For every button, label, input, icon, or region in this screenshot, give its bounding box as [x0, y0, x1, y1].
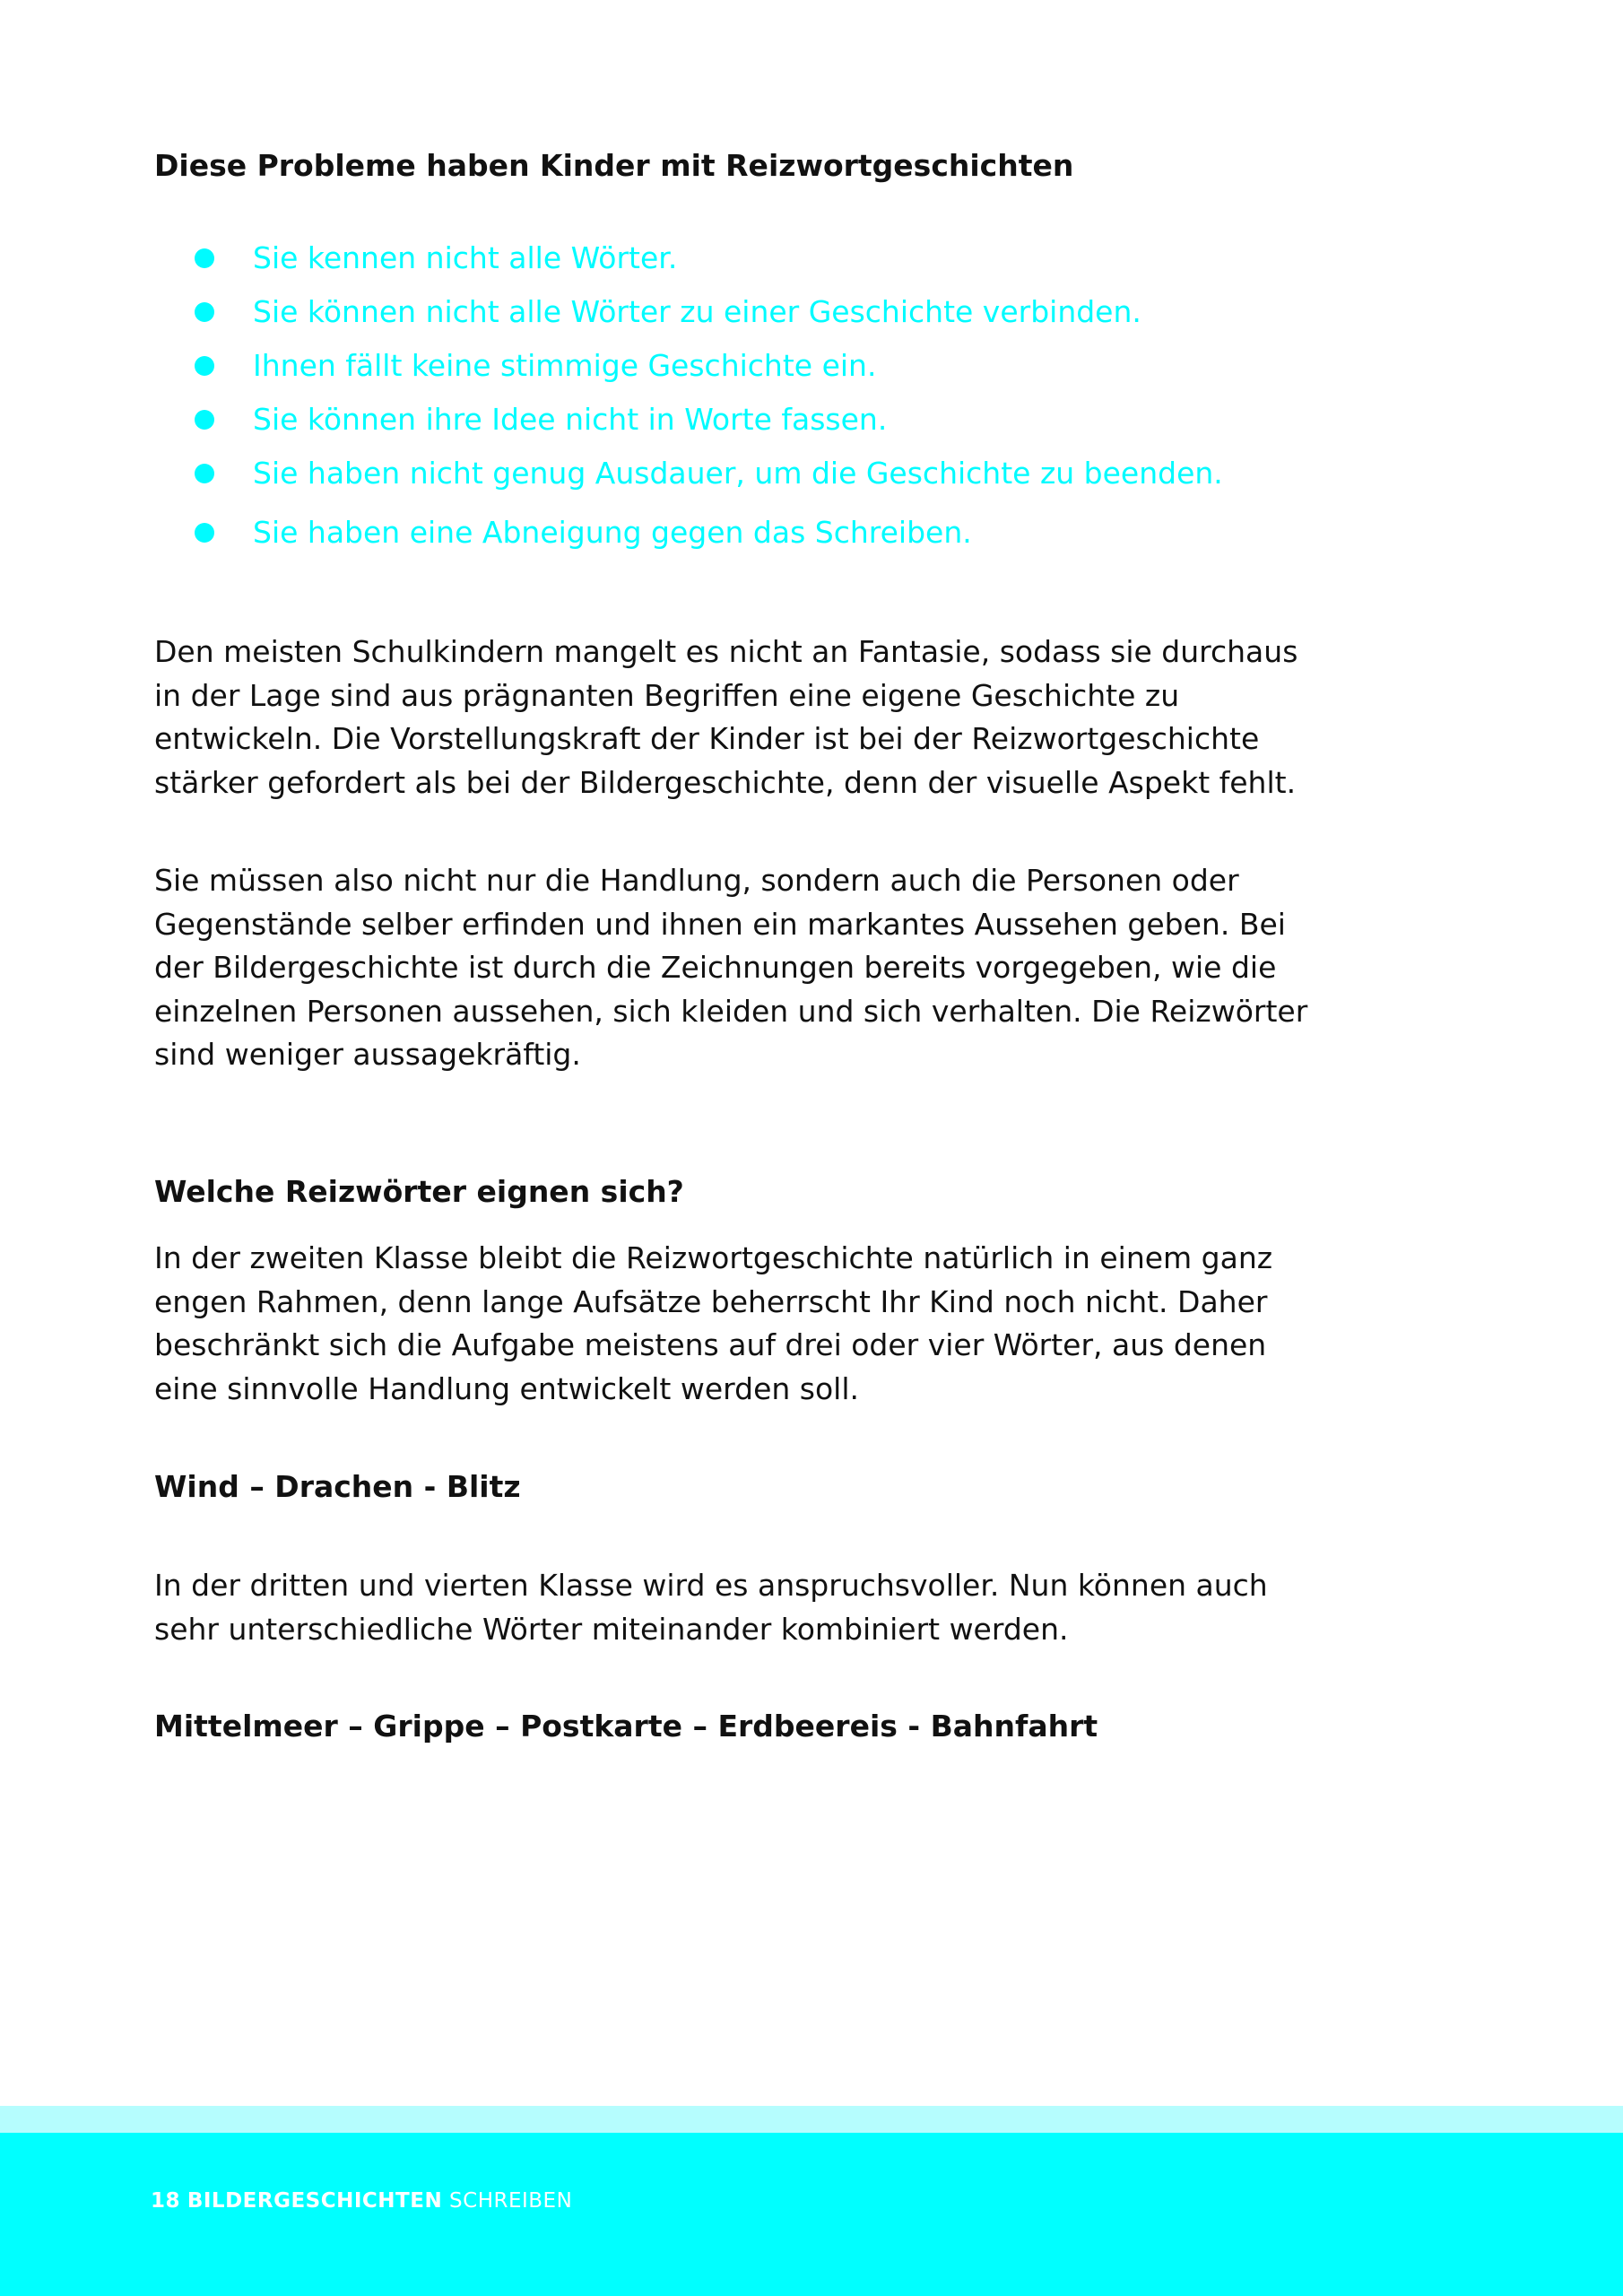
paragraph-invention: Sie müssen also nicht nur die Handlung, sondern auch die Personen oder Gegenstände selber erfinden und ihnen ein markantes Aussehen geben. Bei der Bildergeschichte ist durch die Zeichnungen bereits vorgegeben, wie die einzelnen Personen aussehen, sich kleiden und sich verhalten. Die Reizwörter sind weniger aussagekräftig.: [154, 863, 1308, 1072]
page-footer: [0, 2133, 1623, 2296]
list-item: [154, 291, 1320, 344]
list-item: [154, 398, 1320, 452]
example-words-third-fourth-grade: Mittelmeer – Grippe – Postkarte – Erdbeereis - Bahnfahrt: [154, 1709, 1098, 1744]
list-item-text: Sie haben eine Abneigung gegen das Schreiben.: [253, 515, 972, 550]
footer-accent-strip: [0, 2106, 1623, 2133]
list-item: [154, 452, 1320, 506]
bullet-dot-icon: [195, 410, 214, 430]
list-item-text: Sie haben nicht genug Ausdauer, um die Geschichte zu beenden.: [253, 456, 1223, 491]
list-item: [154, 344, 1320, 398]
paragraph-fantasy: Den meisten Schulkindern mangelt es nicht an Fantasie, sodass sie durchaus in der Lage sind aus prägnanten Begriffen eine eigene Geschichte zu entwickeln. Die Vorstellungskraft der Kinder ist bei der Reizwortgeschichte stärker gefordert als bei der Bildergeschichte, denn der visuelle Aspekt fehlt.: [154, 634, 1298, 800]
bullet-dot-icon: [195, 464, 214, 483]
list-item: [154, 237, 1320, 291]
list-item-text: Sie können ihre Idee nicht in Worte fassen.: [253, 402, 888, 437]
bullet-dot-icon: [195, 302, 214, 322]
footer-title-light: SCHREIBEN: [449, 2189, 573, 2213]
paragraph-third-fourth-grade: In der dritten und vierten Klasse wird es anspruchsvoller. Nun können auch sehr unterschiedliche Wörter miteinander kombiniert werden.: [154, 1568, 1268, 1647]
example-words-second-grade: Wind – Drachen - Blitz: [154, 1469, 521, 1504]
problems-list: [154, 237, 1320, 565]
footer-label: [151, 2189, 572, 2213]
footer-title-bold: BILDERGESCHICHTEN: [187, 2189, 443, 2213]
section-heading-which-words: Welche Reizwörter eignen sich?: [154, 1174, 684, 1209]
list-item-text: Ihnen fällt keine stimmige Geschichte ein.: [253, 348, 877, 383]
list-item-text: Sie kennen nicht alle Wörter.: [253, 240, 678, 275]
bullet-dot-icon: [195, 523, 214, 543]
page-number: 18: [151, 2189, 181, 2213]
bullet-dot-icon: [195, 356, 214, 376]
section-heading-problems: Diese Probleme haben Kinder mit Reizwortgeschichten: [154, 148, 1074, 183]
list-item-text: Sie können nicht alle Wörter zu einer Geschichte verbinden.: [253, 294, 1141, 329]
bullet-dot-icon: [195, 248, 214, 268]
paragraph-second-grade: In der zweiten Klasse bleibt die Reizwortgeschichte natürlich in einem ganz engen Rahmen, denn lange Aufsätze beherrscht Ihr Kind noch nicht. Daher beschränkt sich die Aufgabe meistens auf drei oder vier Wörter, aus denen eine sinnvolle Handlung entwickelt werden soll.: [154, 1240, 1273, 1406]
list-item: [154, 511, 1320, 565]
